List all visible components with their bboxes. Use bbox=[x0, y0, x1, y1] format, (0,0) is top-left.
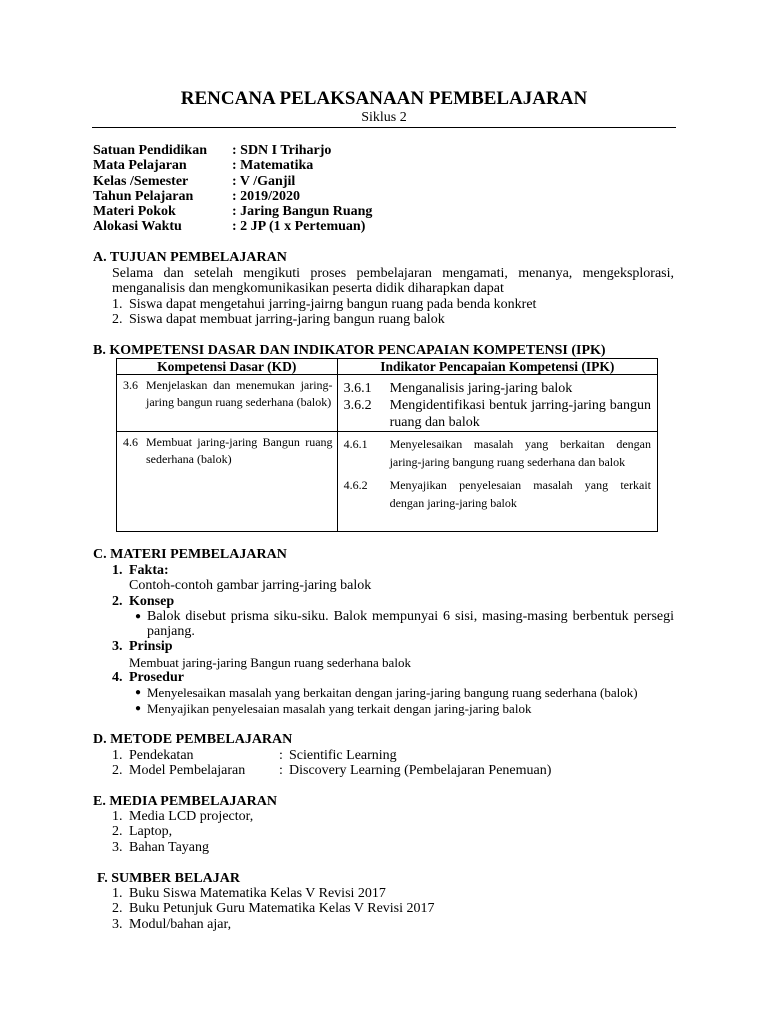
identity-row bbox=[93, 158, 372, 173]
ipk-cell bbox=[337, 432, 657, 532]
ipk-text: Mengidentifikasi bentuk jarring-jaring bangun ruang dan balok bbox=[389, 398, 651, 430]
bullet-icon: ● bbox=[134, 610, 142, 622]
identity-row bbox=[93, 143, 372, 158]
ipk-item bbox=[338, 397, 657, 431]
section-c-heading: C. MATERI PEMBELAJARAN bbox=[93, 547, 287, 562]
list-number: 1. bbox=[112, 748, 123, 763]
list-number: 4. bbox=[112, 670, 123, 686]
method-label: Pendekatan bbox=[129, 748, 194, 763]
ipk-number: 4.6.2 bbox=[343, 478, 368, 492]
subsection-title bbox=[112, 670, 674, 685]
subsection-title bbox=[112, 563, 674, 578]
identity-row bbox=[93, 204, 372, 219]
identity-row bbox=[93, 189, 372, 204]
list-number: 2. bbox=[112, 824, 123, 840]
list-item bbox=[112, 809, 674, 824]
method-colon: : bbox=[279, 763, 283, 779]
kd-text: Membuat jaring-jaring Bangun ruang sederhana (balok) bbox=[146, 435, 333, 466]
list-item bbox=[112, 763, 674, 778]
list-text: Bahan Tayang bbox=[129, 839, 210, 855]
identity-label: Alokasi Waktu bbox=[93, 219, 182, 235]
method-colon: : bbox=[279, 748, 283, 763]
document-title: RENCANA PELAKSANAAN PEMBELAJARAN bbox=[180, 88, 588, 109]
list-text: Laptop, bbox=[129, 824, 173, 840]
kd-cell bbox=[117, 432, 338, 532]
list-number: 1. bbox=[112, 809, 123, 824]
identity-value: : V /Ganjil bbox=[232, 173, 296, 189]
ipk-number: 3.6.1 bbox=[343, 381, 372, 396]
identity-value: : Jaring Bangun Ruang bbox=[232, 204, 373, 220]
list-number: 3. bbox=[112, 839, 123, 855]
list-item bbox=[112, 297, 674, 312]
list-item bbox=[112, 701, 674, 716]
list-item bbox=[112, 886, 674, 901]
identity-label: Mata Pelajaran bbox=[93, 158, 187, 174]
list-item bbox=[112, 901, 674, 916]
section-a-body bbox=[112, 266, 674, 327]
prosedur-text: Menyajikan penyelesaian masalah yang terkait dengan jaring-jaring balok bbox=[147, 700, 532, 716]
section-d-body bbox=[112, 748, 674, 779]
ipk-item bbox=[338, 477, 657, 512]
list-number: 3. bbox=[112, 916, 123, 932]
list-item bbox=[112, 748, 674, 763]
identity-label: Kelas /Semester bbox=[93, 173, 189, 189]
ipk-text: Menyajikan penyelesaian masalah yang terkait dengan jaring-jaring balok bbox=[389, 478, 651, 510]
table-row bbox=[117, 375, 658, 432]
list-text: Siswa dapat membuat jarring-jaring bangun ruang balok bbox=[129, 311, 445, 327]
list-item bbox=[112, 840, 674, 855]
identity-label: Tahun Pelajaran bbox=[93, 188, 194, 204]
section-a-heading: A. TUJUAN PEMBELAJARAN bbox=[93, 250, 287, 265]
ipk-cell bbox=[337, 375, 657, 432]
identity-value: : SDN I Triharjo bbox=[232, 143, 332, 158]
section-f-body bbox=[112, 886, 674, 932]
identity-value: : 2 JP (1 x Pertemuan) bbox=[232, 219, 366, 235]
list-item bbox=[112, 609, 674, 640]
identity-block bbox=[93, 143, 372, 235]
list-item bbox=[112, 917, 674, 932]
prinsip-text: Membuat jaring-jaring Bangun ruang sederhana balok bbox=[129, 654, 411, 670]
bullet-icon: ● bbox=[134, 687, 142, 699]
list-number: 2. bbox=[112, 311, 123, 327]
title-divider bbox=[92, 127, 676, 128]
competency-table bbox=[116, 358, 658, 532]
list-text: Media LCD projector, bbox=[129, 809, 254, 824]
subsection-title bbox=[112, 639, 674, 654]
table-header-row bbox=[117, 359, 658, 375]
list-text: Siswa dapat mengetahui jarring-jairng bangun ruang pada benda konkret bbox=[129, 296, 537, 312]
section-e-heading: E. MEDIA PEMBELAJARAN bbox=[93, 794, 277, 809]
identity-value: : Matematika bbox=[232, 158, 314, 174]
list-number: 1. bbox=[112, 886, 123, 901]
kd-cell bbox=[117, 375, 338, 432]
identity-row bbox=[93, 174, 372, 189]
section-a-intro: Selama dan setelah mengikuti proses pembelajaran mengamati, menanya, mengeksplorasi, menganalisis dan mengkomunikasikan peserta didik diharapkan dapat bbox=[112, 266, 674, 297]
list-item bbox=[112, 824, 674, 839]
list-number: 1. bbox=[112, 296, 123, 312]
section-b-heading: B. KOMPETENSI DASAR DAN INDIKATOR PENCAPAIAN KOMPETENSI (IPK) bbox=[93, 343, 606, 358]
section-d-heading: D. METODE PEMBELAJARAN bbox=[93, 732, 293, 747]
ipk-text: Menyelesaikan masalah yang berkaitan dengan jaring-jaring bangung ruang sederhana dan balok bbox=[389, 437, 651, 469]
identity-row bbox=[93, 219, 372, 234]
fakta-text: Contoh-contoh gambar jarring-jaring balok bbox=[129, 578, 372, 594]
kd-text: Menjelaskan dan menemukan jaring-jaring bangun ruang sederhana (balok) bbox=[146, 378, 333, 409]
method-value: Discovery Learning (Pembelajaran Penemuan) bbox=[289, 763, 552, 779]
fakta-title: Fakta: bbox=[129, 563, 169, 578]
ipk-number: 3.6.2 bbox=[343, 398, 372, 413]
list-text: Buku Petunjuk Guru Matematika Kelas V Revisi 2017 bbox=[129, 901, 435, 917]
list-item bbox=[112, 312, 674, 327]
table-row bbox=[117, 432, 658, 532]
kd-number: 3.6 bbox=[123, 378, 138, 392]
bullet-icon: ● bbox=[134, 702, 142, 714]
section-e-body bbox=[112, 809, 674, 855]
konsep-title: Konsep bbox=[129, 593, 175, 609]
prosedur-title: Prosedur bbox=[129, 670, 184, 686]
section-f-heading: F. SUMBER BELAJAR bbox=[97, 871, 241, 886]
identity-label: Satuan Pendidikan bbox=[93, 143, 207, 158]
list-text: Modul/bahan ajar, bbox=[129, 916, 232, 932]
prosedur-text: Menyelesaikan masalah yang berkaitan dengan jaring-jaring bangung ruang sederhana (balok) bbox=[147, 685, 638, 701]
method-value: Scientific Learning bbox=[289, 748, 397, 763]
list-number: 3. bbox=[112, 639, 123, 655]
list-number: 2. bbox=[112, 763, 123, 779]
list-number: 1. bbox=[112, 563, 123, 578]
identity-label: Materi Pokok bbox=[93, 204, 176, 220]
column-header-kd: Kompetensi Dasar (KD) bbox=[117, 359, 338, 375]
konsep-text: Balok disebut prisma siku-siku. Balok mempunyai 6 sisi, masing-masing berbentuk persegi panjang. bbox=[147, 608, 674, 640]
list-text: Buku Siswa Matematika Kelas V Revisi 2017 bbox=[129, 886, 386, 901]
subsection-title bbox=[112, 594, 674, 609]
list-number: 2. bbox=[112, 593, 123, 609]
ipk-item bbox=[338, 436, 657, 471]
ipk-text: Menganalisis jaring-jaring balok bbox=[389, 381, 573, 396]
list-number: 2. bbox=[112, 901, 123, 917]
column-header-ipk: Indikator Pencapaian Kompetensi (IPK) bbox=[337, 359, 657, 375]
list-item bbox=[112, 685, 674, 700]
ipk-number: 4.6.1 bbox=[343, 437, 368, 451]
document-subtitle: Siklus 2 bbox=[361, 110, 407, 125]
identity-value: : 2019/2020 bbox=[232, 188, 301, 204]
method-label: Model Pembelajaran bbox=[129, 763, 246, 779]
section-c-body bbox=[112, 563, 674, 716]
kd-number: 4.6 bbox=[123, 435, 138, 449]
ipk-item bbox=[338, 380, 657, 397]
prinsip-title: Prinsip bbox=[129, 639, 173, 655]
